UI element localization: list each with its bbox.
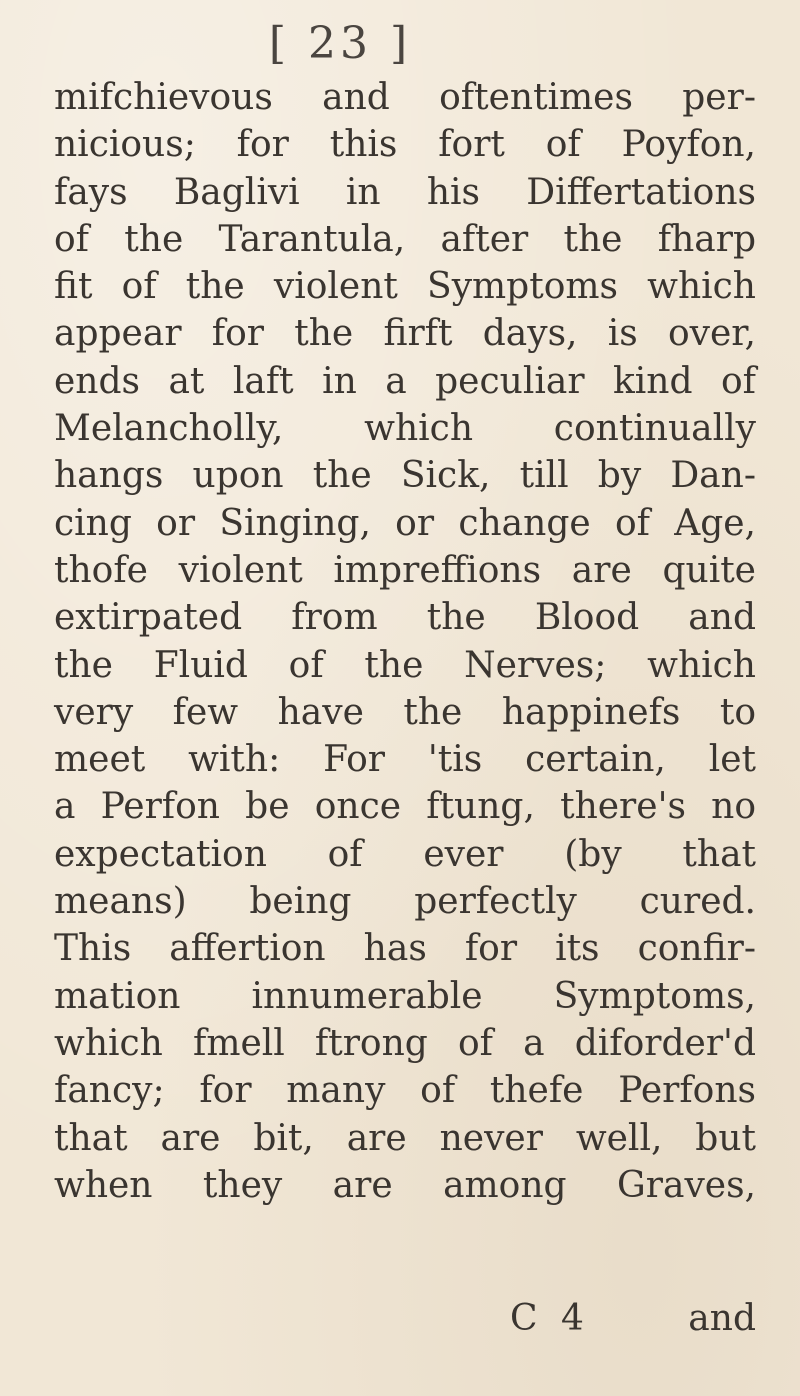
text-line: cing or Singing, or change of Age,: [54, 502, 756, 544]
text-line: fays Baglivi in his Differtations: [54, 171, 756, 213]
text-line: extirpated from the Blood and: [54, 597, 756, 639]
text-line: hangs upon the Sick, till by Dan-: [54, 455, 756, 497]
text-line: fit of the violent Symptoms which: [54, 266, 756, 308]
text-line: fancy; for many of thefe Perfons: [54, 1070, 756, 1112]
page-number: [ 23 ]: [268, 18, 412, 69]
text-line: the Fluid of the Nerves; which: [54, 644, 756, 686]
text-line: of the Tarantula, after the fharp: [54, 218, 756, 260]
text-line: ends at laft in a peculiar kind of: [54, 360, 756, 402]
text-line: when they are among Graves,: [54, 1164, 756, 1206]
text-line: mation innumerable Symptoms,: [54, 975, 756, 1017]
signature-mark: C 4: [510, 1298, 590, 1339]
text-line: appear for the firft days, is over,: [54, 313, 756, 355]
text-line: thofe violent impreffions are quite: [54, 549, 756, 591]
text-line: nicious; for this fort of Poyfon,: [54, 124, 756, 166]
text-line: expectation of ever (by that: [54, 833, 756, 875]
text-line: a Perfon be once ftung, there's no: [54, 786, 756, 828]
catchword: and: [688, 1298, 756, 1339]
text-line: This affertion has for its confir-: [54, 928, 756, 970]
footer-line: [54, 1295, 756, 1343]
text-line: Melancholly, which continually: [54, 408, 756, 450]
body-text: [54, 74, 756, 1209]
text-line: meet with: For 'tis certain, let: [54, 739, 756, 781]
text-line: mifchievous and oftentimes per-: [54, 77, 756, 118]
text-line: that are bit, are never well, but: [54, 1117, 756, 1159]
text-line: very few have the happinefs to: [54, 691, 756, 733]
text-line: which fmell ftrong of a diforder'd: [54, 1022, 756, 1064]
text-line: means) being perfectly cured.: [54, 881, 756, 923]
